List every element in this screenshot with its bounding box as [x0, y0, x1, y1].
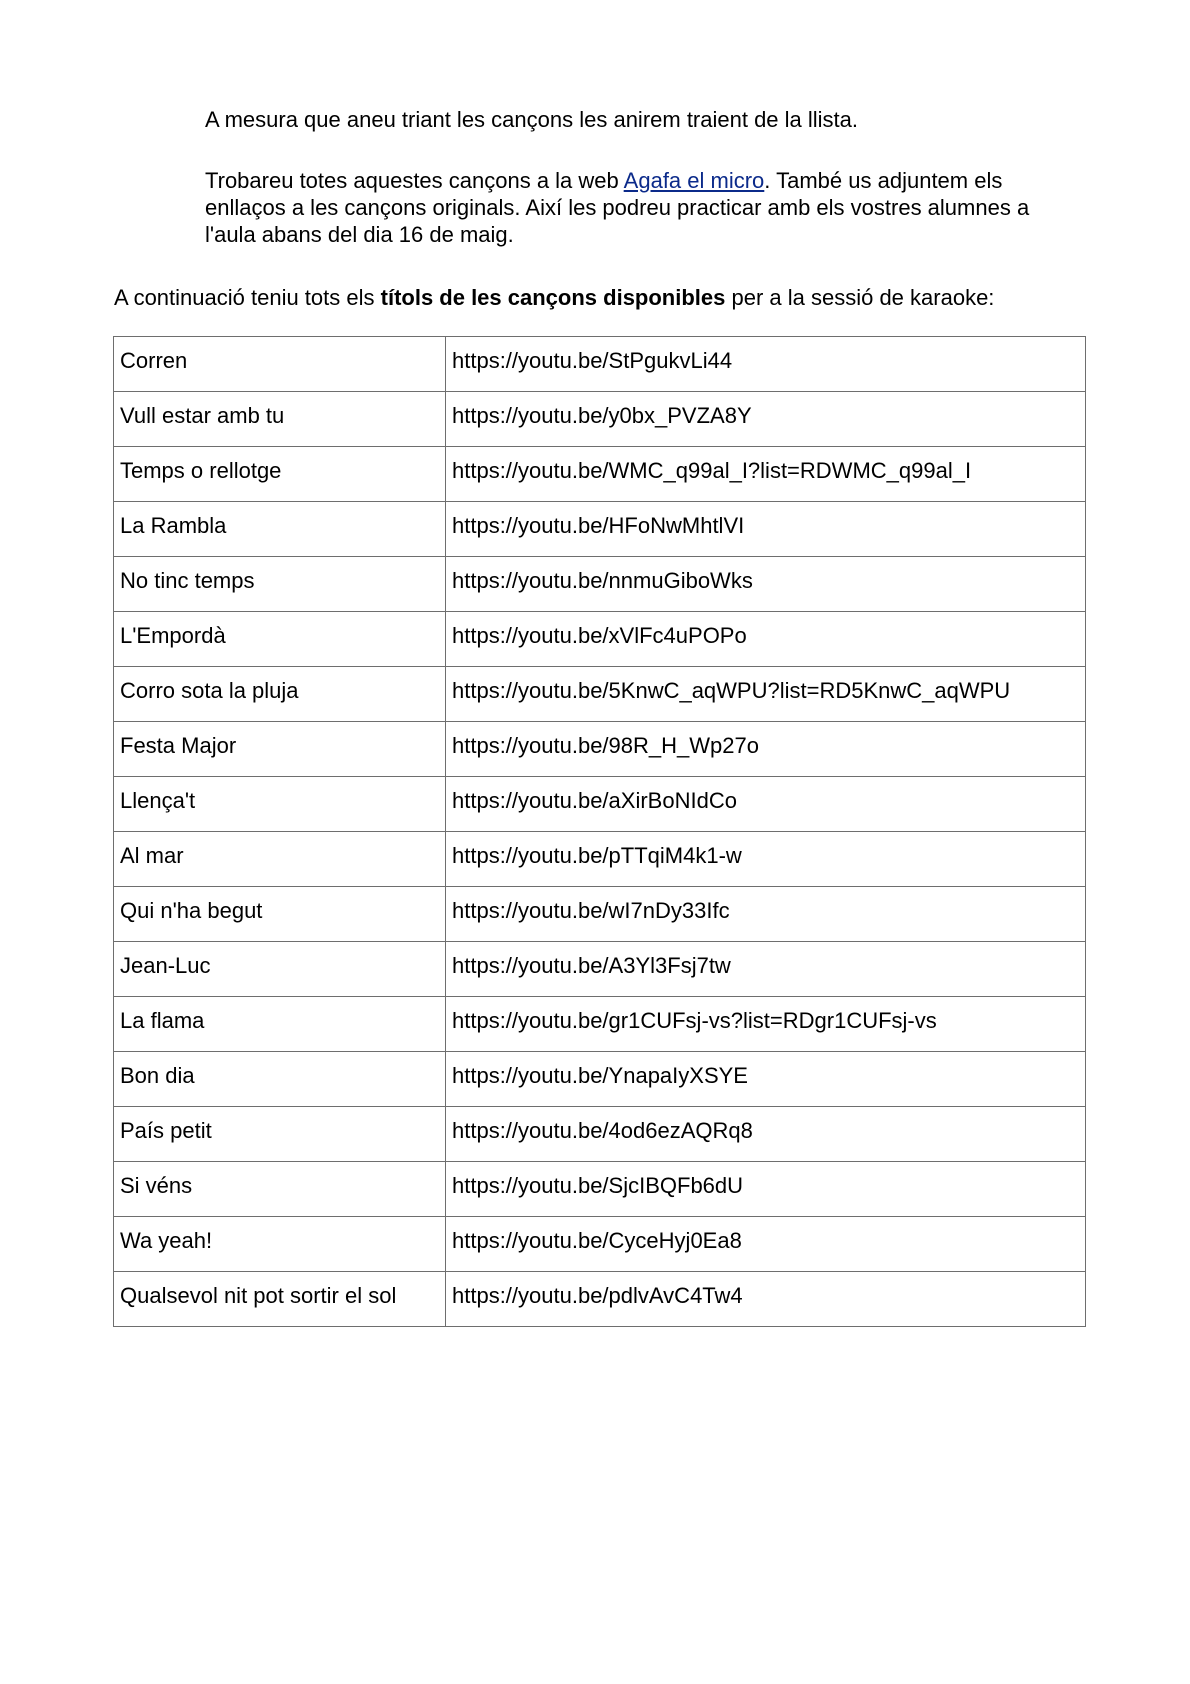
- song-url-cell[interactable]: https://youtu.be/wI7nDy33Ifc: [446, 887, 1086, 942]
- song-title-cell: Bon dia: [114, 1052, 446, 1107]
- table-row: [114, 447, 1086, 502]
- song-url-cell[interactable]: https://youtu.be/y0bx_PVZA8Y: [446, 392, 1086, 447]
- song-title-cell: Qui n'ha begut: [114, 887, 446, 942]
- intro-p3-after: per a la sessió de karaoke:: [725, 285, 995, 310]
- intro-paragraph-1: [205, 106, 1085, 133]
- agafa-el-micro-link[interactable]: Agafa el micro: [623, 168, 765, 193]
- table-row: [114, 1052, 1086, 1107]
- intro-p3-bold: títols de les cançons disponibles: [380, 285, 726, 310]
- table-row: [114, 722, 1086, 777]
- song-title-cell: Al mar: [114, 832, 446, 887]
- song-title-cell: La flama: [114, 997, 446, 1052]
- song-title-cell: Corren: [114, 337, 446, 392]
- song-url-cell[interactable]: https://youtu.be/xVlFc4uPOPo: [446, 612, 1086, 667]
- song-title-cell: Vull estar amb tu: [114, 392, 446, 447]
- song-title-cell: L'Empordà: [114, 612, 446, 667]
- song-title-cell: País petit: [114, 1107, 446, 1162]
- table-row: [114, 942, 1086, 997]
- song-url-cell[interactable]: https://youtu.be/pdlvAvC4Tw4: [446, 1272, 1086, 1327]
- song-url-cell[interactable]: https://youtu.be/pTTqiM4k1-w: [446, 832, 1086, 887]
- song-title-cell: Wa yeah!: [114, 1217, 446, 1272]
- song-url-cell[interactable]: https://youtu.be/YnapaIyXSYE: [446, 1052, 1086, 1107]
- intro-p2-before: Trobareu totes aquestes cançons a la web: [205, 168, 624, 193]
- song-title-cell: Qualsevol nit pot sortir el sol: [114, 1272, 446, 1327]
- song-url-cell[interactable]: https://youtu.be/SjcIBQFb6dU: [446, 1162, 1086, 1217]
- intro-p3-before: A continuació teniu tots els: [114, 285, 381, 310]
- intro-line-1: A mesura que aneu triant les cançons les anirem traient de la llista.: [205, 107, 859, 132]
- song-url-cell[interactable]: https://youtu.be/gr1CUFsj-vs?list=RDgr1CUFsj-vs: [446, 997, 1086, 1052]
- intro-p2-after: . També us adjuntem els enllaços a les cançons originals. Així les podreu practicar amb els vostres alumnes a l'aula abans del dia 16 de maig.: [205, 168, 1030, 247]
- song-url-cell[interactable]: https://youtu.be/nnmuGiboWks: [446, 557, 1086, 612]
- table-row: [114, 337, 1086, 392]
- song-url-cell[interactable]: https://youtu.be/4od6ezAQRq8: [446, 1107, 1086, 1162]
- table-row: [114, 667, 1086, 722]
- song-title-cell: Festa Major: [114, 722, 446, 777]
- table-row: [114, 1107, 1086, 1162]
- song-url-cell[interactable]: https://youtu.be/98R_H_Wp27o: [446, 722, 1086, 777]
- songs-table: [113, 336, 1086, 1327]
- table-row: [114, 1162, 1086, 1217]
- table-row: [114, 1272, 1086, 1327]
- intro-paragraph-3: [114, 284, 1114, 311]
- song-url-cell[interactable]: https://youtu.be/A3Yl3Fsj7tw: [446, 942, 1086, 997]
- table-row: [114, 392, 1086, 447]
- song-url-cell[interactable]: https://youtu.be/StPgukvLi44: [446, 337, 1086, 392]
- table-row: [114, 612, 1086, 667]
- song-title-cell: Si véns: [114, 1162, 446, 1217]
- songs-table-body: [114, 337, 1086, 1327]
- song-title-cell: Corro sota la pluja: [114, 667, 446, 722]
- song-title-cell: La Rambla: [114, 502, 446, 557]
- song-title-cell: Llença't: [114, 777, 446, 832]
- song-url-cell[interactable]: https://youtu.be/aXirBoNIdCo: [446, 777, 1086, 832]
- table-row: [114, 1217, 1086, 1272]
- table-row: [114, 557, 1086, 612]
- table-row: [114, 832, 1086, 887]
- intro-paragraph-2: [205, 167, 1085, 248]
- song-url-cell[interactable]: https://youtu.be/CyceHyj0Ea8: [446, 1217, 1086, 1272]
- song-title-cell: Jean-Luc: [114, 942, 446, 997]
- table-row: [114, 997, 1086, 1052]
- table-row: [114, 777, 1086, 832]
- song-url-cell[interactable]: https://youtu.be/WMC_q99al_I?list=RDWMC_q99al_I: [446, 447, 1086, 502]
- table-row: [114, 502, 1086, 557]
- table-row: [114, 887, 1086, 942]
- song-url-cell[interactable]: https://youtu.be/5KnwC_aqWPU?list=RD5KnwC_aqWPU: [446, 667, 1086, 722]
- song-title-cell: No tinc temps: [114, 557, 446, 612]
- song-title-cell: Temps o rellotge: [114, 447, 446, 502]
- song-url-cell[interactable]: https://youtu.be/HFoNwMhtlVI: [446, 502, 1086, 557]
